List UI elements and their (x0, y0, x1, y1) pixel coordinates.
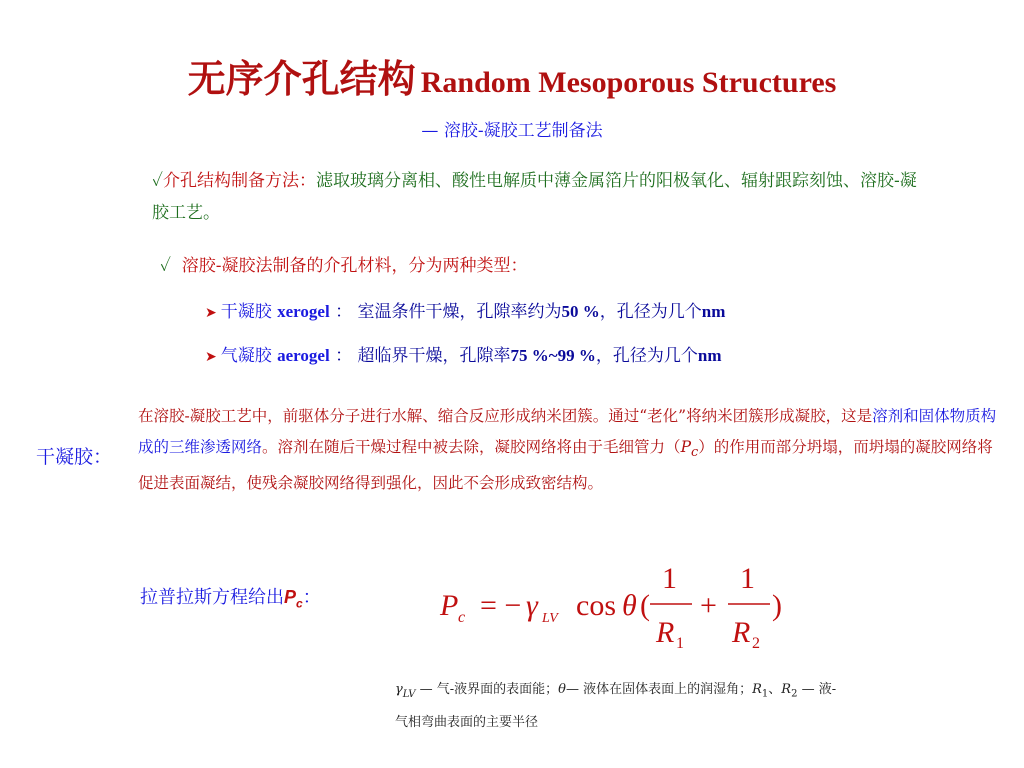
xerogel-description (138, 401, 998, 499)
slide-title (0, 48, 1024, 103)
title-english: Random Mesoporous Structures (420, 66, 837, 99)
formula-eq: = − (480, 589, 522, 622)
formula-num2: 1 (740, 562, 755, 595)
aerogel-text-a: 超临界干燥，孔隙率 (357, 346, 511, 366)
note-theta: θ (558, 682, 566, 697)
note-r2-sub: 2 (791, 688, 798, 700)
formula-plus: + (700, 589, 717, 622)
formula-legend (395, 676, 845, 737)
formula-lhs: P (440, 589, 459, 622)
aerogel-unit: nm (697, 346, 722, 365)
note-sep: 、 (768, 682, 782, 697)
note-r1: R (752, 682, 762, 697)
types-text: 溶胶-凝胶法制备的介孔材料，分为两种类型： (181, 256, 528, 276)
aerogel-porosity: 75 %~99 % (510, 346, 596, 365)
aerogel-zh: 气凝胶 (220, 346, 272, 366)
para-pc-symbol: P (680, 438, 691, 456)
xerogel-label: 干凝胶： (36, 446, 113, 468)
xerogel-zh: 干凝胶 (220, 302, 272, 322)
formula-den2-sub: 2 (752, 635, 760, 652)
check-icon: ✓ (152, 171, 163, 191)
para-part-8: ）的作用而部分坍塌，而坍塌的凝胶网络将促进表面凝结，使残余凝胶网络得到强化，因此不会形成致密结构。 (138, 438, 993, 493)
note-gamma: γ (395, 682, 403, 697)
formula-gamma: γ (526, 589, 538, 622)
xerogel-porosity: 50 % (561, 302, 600, 321)
slide-subtitle: — 溶胶-凝胶工艺制备法 (421, 121, 603, 141)
note-text-1: — 气-液界面的表面能； (415, 682, 559, 697)
formula-den2: R (732, 616, 751, 649)
laplace-sub: c (296, 596, 303, 611)
formula-paren-open: ( (640, 589, 650, 622)
xerogel-colon: ： (335, 302, 353, 322)
laplace-text: 拉普拉斯方程给出 (140, 587, 284, 608)
method-item (152, 165, 932, 229)
formula-theta: θ (622, 589, 637, 622)
note-r1-sub: 1 (761, 688, 769, 700)
formula-paren-close: ) (772, 589, 782, 622)
aerogel-item (205, 340, 965, 373)
para-paren-open: （ (665, 438, 681, 456)
note-text-3: — 液-气相弯曲表面的主要半径 (395, 682, 837, 730)
para-part-3: 。溶剂在随后干燥过程中被去除，凝胶网络将由于 (262, 438, 604, 456)
laplace-symbol: P (284, 587, 297, 607)
formula-cos: cos (576, 589, 616, 622)
method-colon: ： (298, 171, 316, 191)
aerogel-en: aerogel (277, 346, 330, 365)
aerogel-colon: ： (335, 346, 353, 366)
para-part-1: 在溶胶-凝胶工艺中，前驱体分子进行水解、缩合反应形成纳米团簇。通过“老化”将纳米团簇形成凝胶，这是 (138, 407, 873, 425)
xerogel-en: xerogel (277, 302, 330, 321)
xerogel-text-a: 室温条件干燥，孔隙率约为 (357, 302, 562, 322)
xerogel-text-b: ，孔径为几个 (599, 302, 702, 322)
types-item (160, 250, 920, 282)
aerogel-text-b: ，孔径为几个 (595, 346, 698, 366)
formula-num1: 1 (662, 562, 677, 595)
note-gamma-sub: LV (402, 688, 416, 700)
formula-gamma-sub: LV (542, 611, 558, 626)
note-r2: R (781, 682, 792, 697)
para-highlight-network: 溶剂和固体物质构成的三维渗透网络 (138, 407, 997, 456)
xerogel-item (205, 296, 965, 329)
method-text: 滤取玻璃分离相、酸性电解质中薄金属箔片的阳极氧化、辐射跟踪刻蚀、溶胶-凝胶工艺。 (152, 171, 917, 223)
arrow-bullet-icon: ➤ (205, 349, 217, 365)
check-icon: ✓ (160, 256, 171, 276)
title-chinese: 无序介孔结构 (187, 57, 416, 101)
xerogel-unit: nm (701, 302, 726, 321)
formula-lhs-sub: c (458, 609, 466, 626)
laplace-formula (430, 550, 830, 660)
para-highlight-capillary: 毛细管力 (603, 438, 666, 456)
formula-den1: R (656, 616, 675, 649)
formula-den1-sub: 1 (676, 635, 684, 652)
laplace-colon: ： (302, 587, 321, 608)
para-pc-sub: c (691, 445, 699, 461)
note-text-2: — 液体在固体表面上的润湿角； (565, 682, 753, 697)
arrow-bullet-icon: ➤ (205, 305, 217, 321)
laplace-label (140, 583, 321, 611)
method-label: 介孔结构制备方法 (162, 171, 299, 191)
